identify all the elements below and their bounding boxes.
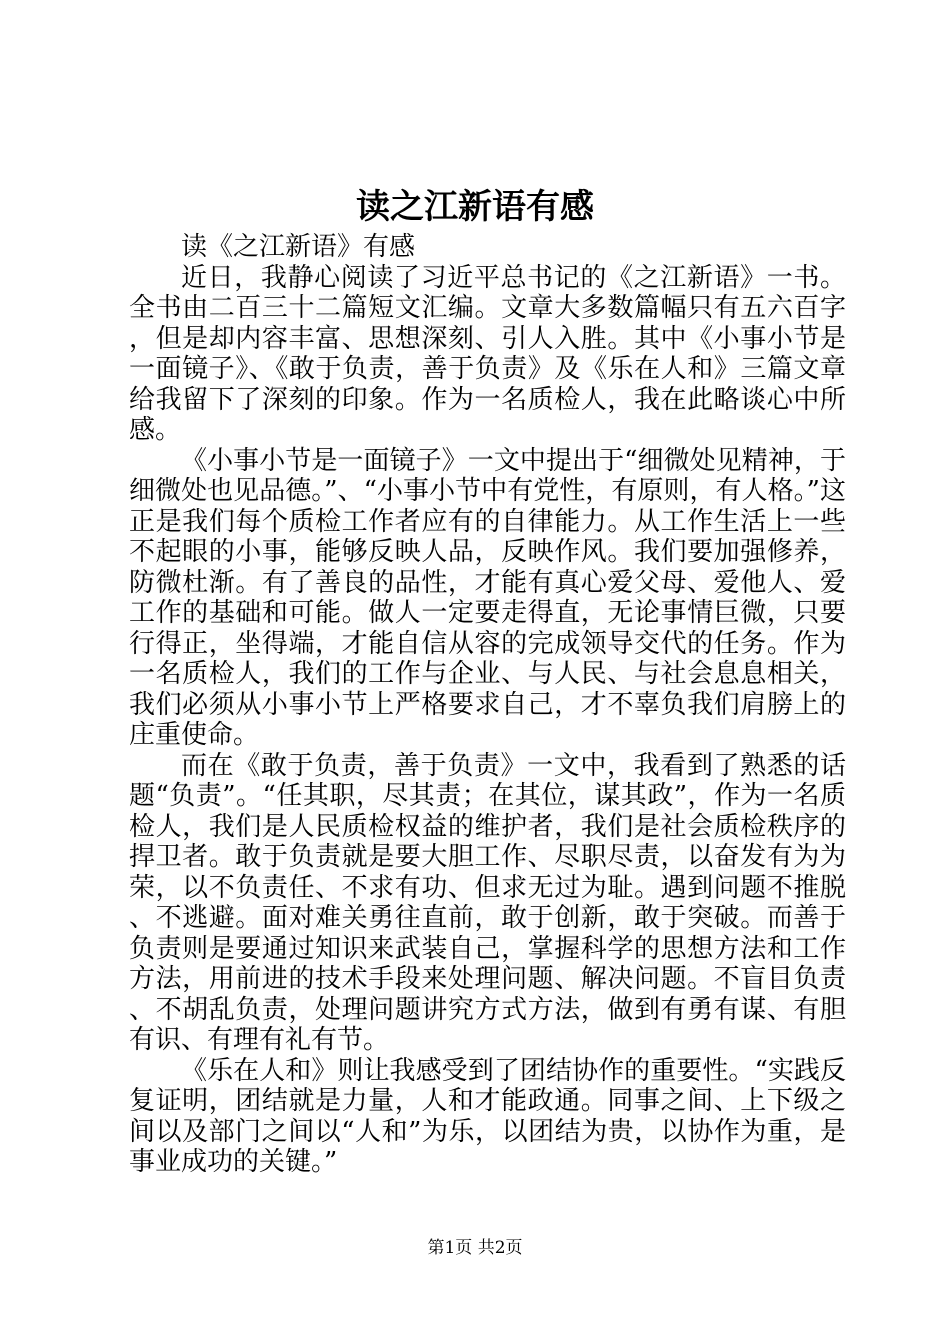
document-title: 读之江新语有感 xyxy=(356,187,594,227)
page-number-footer: 第1页 共2页 xyxy=(427,1238,523,1258)
document-body xyxy=(129,232,846,1178)
paragraph-small-matters: 《小事小节是一面镜子》一文中提出于“细微处见精神，于细微处也见品德。”、“小事小节中有党性，有原则，有人格。”这正是我们每个质检工作者应有的自律能力。从工作生活上一些不起眼的小事，能够反映人品，反映作风。我们要加强修养，防微杜渐。有了善良的品性，才能有真心爱父母、爱他人、爱工作的基础和可能。做人一定要走得直，无论事情巨微，只要行得正，坐得端，才能自信从容的完成领导交代的任务。作为一名质检人，我们的工作与企业、与人民、与社会息息相关，我们必须从小事小节上严格要求自己，才不辜负我们肩膀上的庄重使命。 xyxy=(129,445,846,750)
intro-paragraph: 近日，我静心阅读了习近平总书记的《之江新语》一书。全书由二百三十二篇短文汇编。文章大多数篇幅只有五六百字，但是却内容丰富、思想深刻、引人入胜。其中《小事小节是一面镜子》、《敢于负责，善于负责》及《乐在人和》三篇文章给我留下了深刻的印象。作为一名质检人，我在此略谈心中所感。 xyxy=(129,262,846,445)
subtitle-paragraph: 读《之江新语》有感 xyxy=(181,232,416,262)
paragraph-harmony: 《乐在人和》则让我感受到了团结协作的重要性。“实践反复证明，团结就是力量，人和才能政通。同事之间、上下级之间以及部门之间以“人和”为乐，以团结为贵，以协作为重，是事业成功的关键。” xyxy=(129,1055,846,1177)
paragraph-responsibility: 而在《敢于负责，善于负责》一文中，我看到了熟悉的话题“负责”。“任其职，尽其责；在其位，谋其政”，作为一名质检人，我们是人民质检权益的维护者，我们是社会质检秩序的捍卫者。敢于负责就是要大胆工作、尽职尽责，以奋发有为为荣，以不负责任、不求有功、但求无过为耻。遇到问题不推脱、不逃避。面对难关勇往直前，敢于创新，敢于突破。而善于负责则是要通过知识来武装自己，掌握科学的思想方法和工作方法，用前进的技术手段来处理问题、解决问题。不盲目负责、不胡乱负责，处理问题讲究方式方法，做到有勇有谋、有胆有识、有理有礼有节。 xyxy=(129,750,846,1055)
